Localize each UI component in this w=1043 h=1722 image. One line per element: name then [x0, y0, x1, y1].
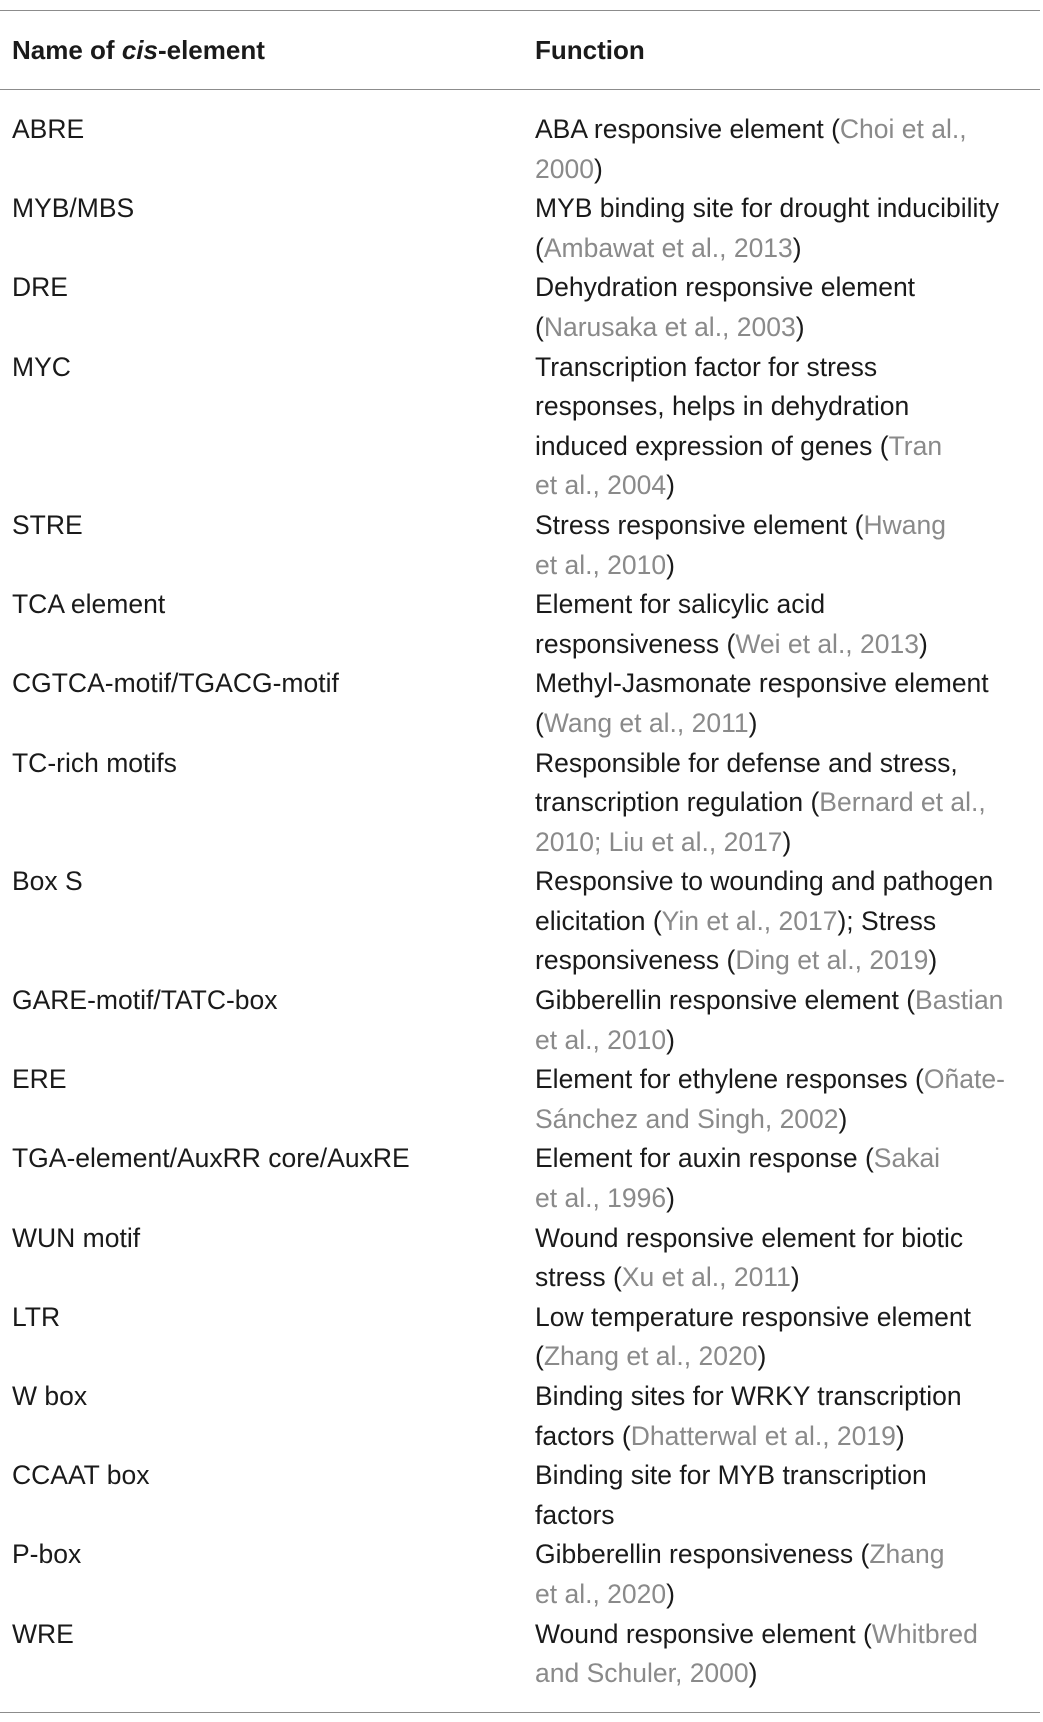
citation-link[interactable]: 2000	[535, 153, 594, 184]
citation-link[interactable]: Bernard et al.,	[819, 787, 986, 818]
function-description	[535, 664, 1035, 743]
cis-element-name: DRE	[12, 272, 68, 303]
function-text: Transcription factor for stress	[535, 351, 878, 382]
function-description	[535, 1456, 1035, 1535]
function-line	[535, 387, 1035, 427]
function-line	[535, 1100, 1035, 1140]
function-description	[535, 268, 1035, 347]
function-line	[535, 704, 1035, 744]
cis-element-name: ERE	[12, 1064, 67, 1095]
function-text: )	[838, 1103, 848, 1134]
function-text: )	[792, 232, 802, 263]
function-text: Responsible for defense and stress,	[535, 747, 958, 778]
table-row	[0, 1535, 1043, 1614]
function-line	[535, 941, 1035, 981]
function-text: )	[757, 1341, 767, 1372]
function-text: )	[666, 470, 675, 501]
function-line	[535, 1139, 1035, 1179]
function-text: )	[928, 945, 938, 976]
function-description	[535, 1298, 1035, 1377]
function-text: (	[535, 232, 544, 263]
function-line	[535, 229, 1035, 269]
function-text: )	[666, 1024, 675, 1055]
function-text: (	[535, 311, 544, 342]
cis-element-name: MYB/MBS	[12, 193, 135, 224]
function-line	[535, 902, 1035, 942]
function-text: Stress responsive element (	[535, 509, 864, 540]
cis-element-name: MYC	[12, 351, 71, 382]
function-line	[535, 1219, 1035, 1259]
table-row	[0, 110, 1043, 189]
citation-link[interactable]: Ambawat et al., 2013	[543, 232, 793, 263]
citation-link[interactable]: Zhang et al., 2020	[543, 1341, 758, 1372]
function-description	[535, 981, 1035, 1060]
function-description	[535, 189, 1035, 268]
header-name-italic: cis	[121, 35, 158, 65]
citation-link[interactable]: Bastian	[915, 985, 1004, 1016]
function-line	[535, 1417, 1035, 1457]
table-row	[0, 664, 1043, 743]
function-line	[535, 862, 1035, 902]
function-text: Wound responsive element for biotic	[535, 1222, 964, 1253]
table-row	[0, 189, 1043, 268]
function-text: Dehydration responsive element	[535, 272, 916, 303]
function-description	[535, 110, 1035, 189]
citation-link[interactable]: Oñate-	[923, 1064, 1005, 1095]
function-line	[535, 1456, 1035, 1496]
function-text: )	[748, 707, 758, 738]
function-text: )	[748, 1658, 758, 1689]
function-text: factors (	[535, 1420, 631, 1451]
cis-element-name: TGA-element/AuxRR core/AuxRE	[12, 1143, 410, 1174]
function-text: (	[535, 707, 544, 738]
table-row	[0, 348, 1043, 506]
function-text: Binding sites for WRKY transcription	[535, 1381, 962, 1411]
cis-element-name: WUN motif	[12, 1222, 141, 1253]
function-text: ); Stress	[837, 905, 937, 936]
header-name-of-cis-element	[12, 30, 265, 70]
table-row	[0, 1060, 1043, 1139]
function-description	[535, 1615, 1035, 1694]
cis-element-name: CCAAT box	[12, 1460, 150, 1491]
table-row	[0, 1298, 1043, 1377]
citation-link[interactable]: Sánchez and Singh, 2002	[535, 1103, 839, 1134]
function-text: elicitation (	[535, 905, 662, 936]
citation-link[interactable]: Zhang	[869, 1539, 945, 1570]
function-text: Element for ethylene responses (	[535, 1064, 924, 1095]
function-text: )	[666, 1183, 675, 1214]
table-row	[0, 268, 1043, 347]
function-line	[535, 1021, 1035, 1061]
citation-link[interactable]: et al., 2010	[535, 1024, 667, 1055]
cis-element-name: W box	[12, 1381, 88, 1411]
function-description	[535, 862, 1035, 981]
cis-element-name: CGTCA-motif/TGACG-motif	[12, 668, 339, 699]
function-line	[535, 1377, 1035, 1417]
function-description	[535, 1535, 1035, 1614]
table-row	[0, 1139, 1043, 1218]
table-bottom-rule	[0, 1712, 1040, 1713]
function-text: )	[918, 628, 928, 659]
function-description	[535, 585, 1035, 664]
table-row	[0, 506, 1043, 585]
function-text: ABA responsive element (	[535, 114, 840, 144]
cis-element-name: LTR	[12, 1301, 61, 1332]
citation-link[interactable]: and Schuler, 2000	[535, 1658, 749, 1689]
table-row	[0, 1219, 1043, 1298]
function-text: Wound responsive element (	[535, 1618, 872, 1649]
function-description	[535, 1060, 1035, 1139]
citation-link[interactable]: Ding et al., 2019	[735, 945, 929, 976]
citation-link[interactable]: Tran	[888, 430, 943, 461]
citation-link[interactable]: Xu et al., 2011	[621, 1262, 791, 1293]
citation-link[interactable]: Wei et al., 2013	[735, 628, 919, 659]
function-text: Binding site for MYB transcription	[535, 1460, 927, 1491]
function-line	[535, 783, 1035, 823]
function-text: Gibberellin responsive element (	[535, 985, 916, 1016]
function-description	[535, 1139, 1035, 1218]
function-line	[535, 625, 1035, 665]
function-text: )	[593, 153, 603, 184]
table-header	[0, 30, 1043, 74]
function-line	[535, 823, 1035, 863]
citation-link[interactable]: Choi et al.,	[839, 114, 967, 144]
citation-link[interactable]: Narusaka et al., 2003	[543, 311, 796, 342]
function-text: )	[895, 1420, 905, 1451]
function-text: )	[795, 311, 805, 342]
function-line	[535, 1179, 1035, 1219]
function-line	[535, 1654, 1035, 1694]
citation-link[interactable]: Sakai	[873, 1143, 941, 1174]
function-description	[535, 744, 1035, 863]
table-top-rule	[0, 10, 1040, 11]
function-line	[535, 506, 1035, 546]
citation-link[interactable]: Wang et al., 2011	[543, 707, 749, 738]
function-line	[535, 1496, 1035, 1536]
table-header-rule	[0, 89, 1040, 90]
table-row	[0, 1615, 1043, 1694]
citation-link[interactable]: Dhatterwal et al., 2019	[630, 1420, 896, 1451]
cis-element-name: GARE-motif/TATC-box	[12, 985, 278, 1016]
citation-link[interactable]: Hwang	[863, 509, 946, 540]
function-line	[535, 268, 1035, 308]
function-text: Element for salicylic acid	[535, 589, 826, 620]
table-row	[0, 1377, 1043, 1456]
table-row	[0, 585, 1043, 664]
function-text: responsiveness (	[535, 945, 736, 976]
cis-element-name: TC-rich motifs	[12, 747, 177, 778]
citation-link[interactable]: et al., 2010	[535, 549, 667, 580]
citation-link[interactable]: Whitbred	[871, 1618, 978, 1649]
function-line	[535, 1615, 1035, 1655]
table-row	[0, 981, 1043, 1060]
citation-link[interactable]: et al., 2004	[535, 470, 667, 501]
header-name-suffix: -element	[157, 35, 265, 65]
function-text: Low temperature responsive element	[535, 1301, 972, 1332]
function-line	[535, 189, 1035, 229]
function-line	[535, 466, 1035, 506]
cis-element-name: Box S	[12, 866, 83, 897]
function-line	[535, 1060, 1035, 1100]
function-text: Methyl-Jasmonate responsive element	[535, 668, 989, 699]
citation-link[interactable]: Yin et al., 2017	[661, 905, 838, 936]
function-text: )	[666, 549, 675, 580]
function-text: responsiveness (	[535, 628, 736, 659]
function-line	[535, 1258, 1035, 1298]
function-line	[535, 1535, 1035, 1575]
table-row	[0, 1456, 1043, 1535]
citation-link[interactable]: et al., 2020	[535, 1578, 667, 1609]
table-row	[0, 862, 1043, 981]
header-name-prefix: Name of	[12, 35, 122, 65]
function-line	[535, 110, 1035, 150]
function-line	[535, 585, 1035, 625]
function-line	[535, 427, 1035, 467]
function-line	[535, 546, 1035, 586]
function-line	[535, 308, 1035, 348]
function-text: responses, helps in dehydration	[535, 391, 910, 422]
function-text: MYB binding site for drought inducibility	[535, 193, 999, 224]
cis-element-name: WRE	[12, 1618, 74, 1649]
function-line	[535, 348, 1035, 388]
function-line	[535, 1337, 1035, 1377]
function-description	[535, 348, 1035, 506]
function-line	[535, 150, 1035, 190]
function-text: stress (	[535, 1262, 622, 1293]
cis-element-name: STRE	[12, 509, 83, 540]
function-line	[535, 1298, 1035, 1338]
function-description	[535, 1377, 1035, 1456]
function-text: (	[535, 1341, 544, 1372]
function-text: Responsive to wounding and pathogen	[535, 866, 994, 897]
function-text: Element for auxin response (	[535, 1143, 874, 1174]
header-function: Function	[535, 35, 645, 65]
table-body	[0, 110, 1043, 1694]
function-line	[535, 981, 1035, 1021]
function-line	[535, 744, 1035, 784]
cis-element-name: ABRE	[12, 114, 85, 144]
function-text: factors	[535, 1499, 615, 1530]
function-description	[535, 506, 1035, 585]
citation-link[interactable]: et al., 1996	[535, 1183, 667, 1214]
function-text: transcription regulation (	[535, 787, 820, 818]
function-text: induced expression of genes (	[535, 430, 889, 461]
function-text: Gibberellin responsiveness (	[535, 1539, 870, 1570]
cis-element-name: P-box	[12, 1539, 82, 1570]
function-text: )	[666, 1578, 675, 1609]
function-text: )	[782, 826, 792, 857]
cis-element-name: TCA element	[12, 589, 166, 620]
function-description	[535, 1219, 1035, 1298]
function-text: )	[790, 1262, 800, 1293]
function-line	[535, 1575, 1035, 1615]
citation-link[interactable]: 2010; Liu et al., 2017	[535, 826, 783, 857]
table-row	[0, 744, 1043, 863]
function-line	[535, 664, 1035, 704]
